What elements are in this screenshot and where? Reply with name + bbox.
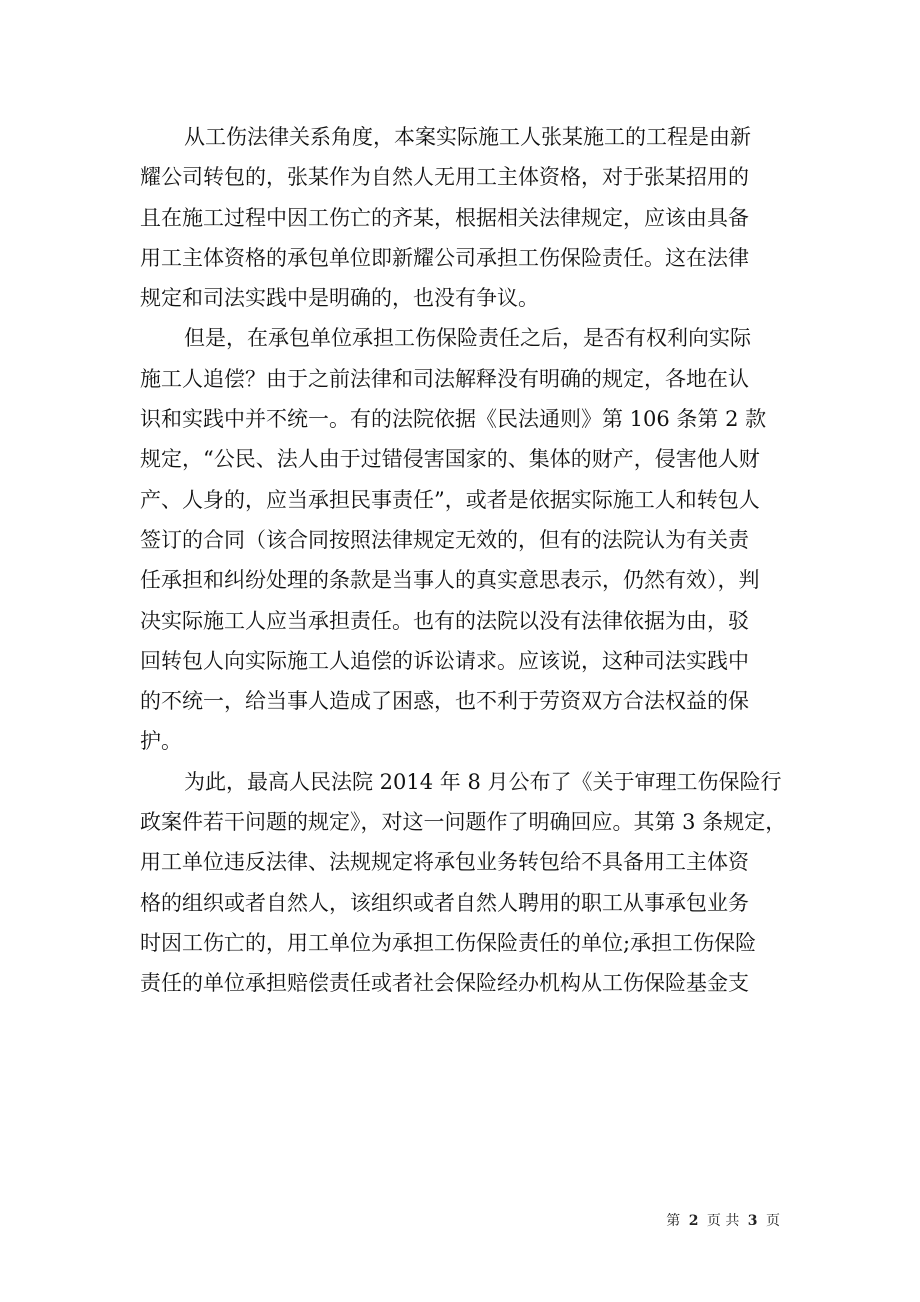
text-line: 责任的单位承担赔偿责任或者社会保险经办机构从工伤保险基金支 <box>140 971 749 996</box>
text-line: 任承担和纠纷处理的条款是当事人的真实意思表示，仍然有效），判 <box>140 568 760 593</box>
text-line: 签订的合同（该合同按照法律规定无效的，但有的法院认为有关责 <box>140 527 749 552</box>
text-line: 从工伤法律关系角度，本案实际施工人张某施工的工程是由新 <box>184 125 751 149</box>
text-line: 护。 <box>140 729 182 754</box>
text-line: 用工单位违反法律、法规规定将承包业务转包给不具备用工主体资 <box>140 850 749 875</box>
footer-prefix: 第 <box>666 1213 681 1229</box>
paragraph <box>140 762 790 1004</box>
footer-middle: 页 共 <box>706 1213 740 1229</box>
paragraph <box>140 117 790 318</box>
paragraph <box>140 318 790 761</box>
text-line: 但是，在承包单位承担工伤保险责任之后，是否有权利向实际 <box>184 326 751 351</box>
text-line: 用工主体资格的承包单位即新耀公司承担工伤保险责任。这在法律 <box>140 245 749 270</box>
page-number-footer <box>666 1210 780 1230</box>
text-line: 耀公司转包的，张某作为自然人无用工主体资格，对于张某招用的 <box>140 165 749 190</box>
text-line: 回转包人向实际施工人追偿的诉讼请求。应该说，这种司法实践中 <box>140 648 749 673</box>
text-line: 产、人身的，应当承担民事责任”，或者是依据实际施工人和转包人 <box>140 487 760 512</box>
total-page-number: 3 <box>747 1213 758 1229</box>
current-page-number: 2 <box>688 1213 699 1229</box>
text-line: 格的组织或者自然人，该组织或者自然人聘用的职工从事承包业务 <box>140 890 749 915</box>
text-line: 决实际施工人应当承担责任。也有的法院以没有法律依据为由，驳 <box>140 608 749 633</box>
text-line: 为此，最高人民法院 2014 年 8 月公布了《关于审理工伤保险行 <box>184 769 782 794</box>
text-line: 且在施工过程中因工伤亡的齐某，根据相关法律规定，应该由具备 <box>140 205 749 230</box>
text-line: 政案件若干问题的规定》，对这一问题作了明确回应。其第 3 条规定， <box>140 810 787 835</box>
text-line: 施工人追偿？由于之前法律和司法解释没有明确的规定，各地在认 <box>140 366 749 391</box>
text-line: 时因工伤亡的，用工单位为承担工伤保险责任的单位;承担工伤保险 <box>140 930 757 955</box>
footer-suffix: 页 <box>766 1213 780 1229</box>
document-body <box>140 117 790 1004</box>
text-line: 规定和司法实践中是明确的，也没有争议。 <box>140 286 539 311</box>
text-line: 的不统一，给当事人造成了困惑，也不利于劳资双方合法权益的保 <box>140 689 749 714</box>
text-line: 规定，“公民、法人由于过错侵害国家的、集体的财产，侵害他人财 <box>140 447 760 472</box>
text-line: 识和实践中并不统一。有的法院依据《民法通则》第 106 条第 2 款 <box>140 407 767 432</box>
